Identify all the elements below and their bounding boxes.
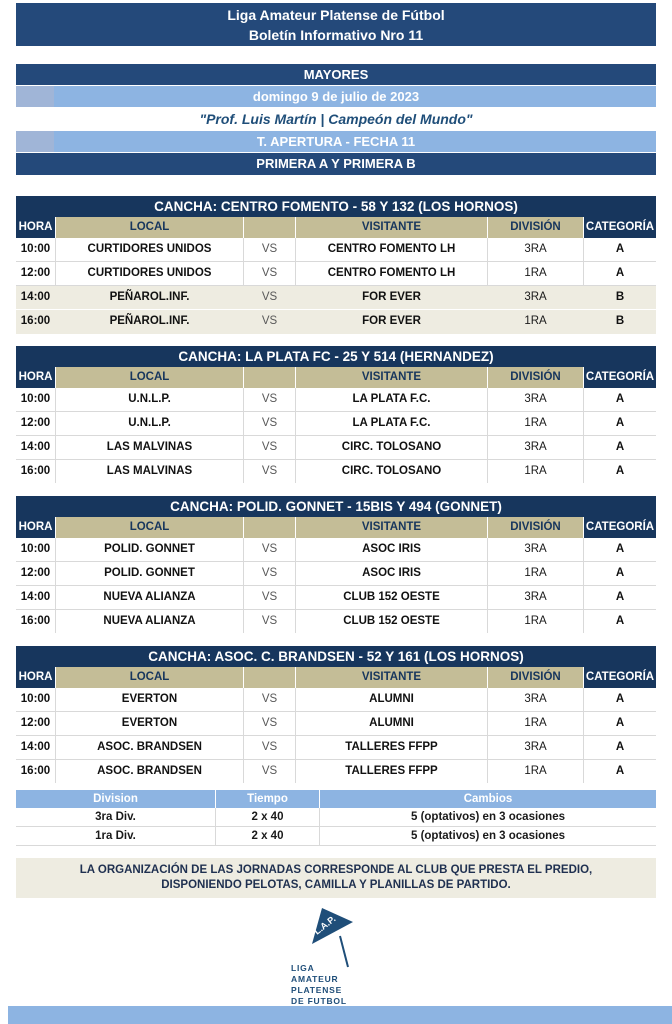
match-row xyxy=(16,712,656,736)
match-vs: VS xyxy=(244,238,296,261)
match-hora: 12:00 xyxy=(16,412,56,435)
wordmark-line: AMATEUR xyxy=(291,974,339,984)
date-band: domingo 9 de julio de 2023 xyxy=(16,86,656,107)
rules-col-division: Division xyxy=(16,790,216,808)
col-division: DIVISIÓN xyxy=(488,367,584,388)
venue-rows xyxy=(16,388,656,484)
match-division: 3RA xyxy=(524,291,547,303)
match-visitante: LA PLATA F.C. xyxy=(296,412,488,435)
match-visitante: CENTRO FOMENTO LH xyxy=(296,262,488,285)
match-row xyxy=(16,760,656,784)
match-local: U.N.L.P. xyxy=(56,388,244,411)
rules-cell-cambios: 5 (optativos) en 3 ocasiones xyxy=(410,811,565,823)
section-band-mayores: MAYORES xyxy=(16,64,656,85)
venue-header-row xyxy=(16,667,656,688)
flag-acronym: L.A.P. xyxy=(312,913,338,937)
rules-rows xyxy=(16,808,656,846)
venue-header-row xyxy=(16,367,656,388)
venue-rows xyxy=(16,538,656,634)
match-visitante: ASOC IRIS xyxy=(296,538,488,561)
rules-header-row xyxy=(16,790,656,808)
col-division: DIVISIÓN xyxy=(488,517,584,538)
col-hora: HORA xyxy=(16,367,56,388)
match-visitante: CIRC. TOLOSANO xyxy=(296,460,488,483)
match-local: NUEVA ALIANZA xyxy=(56,610,244,633)
match-categoria: A xyxy=(615,393,625,405)
match-hora: 14:00 xyxy=(16,586,56,609)
match-categoria: A xyxy=(615,417,625,429)
match-row xyxy=(16,238,656,262)
match-vs: VS xyxy=(244,712,296,735)
col-local: LOCAL xyxy=(56,517,244,538)
match-categoria: A xyxy=(615,765,625,777)
venue-title: CANCHA: POLID. GONNET - 15BIS Y 494 (GONNET) xyxy=(16,496,656,517)
league-logo xyxy=(0,905,672,1005)
match-vs: VS xyxy=(244,610,296,633)
match-hora: 14:00 xyxy=(16,736,56,759)
logo-wordmark xyxy=(291,963,347,1007)
match-vs: VS xyxy=(244,436,296,459)
match-visitante: CENTRO FOMENTO LH xyxy=(296,238,488,261)
rules-cell-division: 3ra Div. xyxy=(16,808,216,826)
col-local: LOCAL xyxy=(56,667,244,688)
col-visitante: VISITANTE xyxy=(296,667,488,688)
match-visitante: CLUB 152 OESTE xyxy=(296,610,488,633)
venues xyxy=(16,196,656,796)
venue-header-row xyxy=(16,217,656,238)
wordmark-line: LIGA xyxy=(291,963,315,973)
col-division: DIVISIÓN xyxy=(488,667,584,688)
match-row xyxy=(16,562,656,586)
venue-header-row xyxy=(16,517,656,538)
match-hora: 16:00 xyxy=(16,610,56,633)
round-band: T. APERTURA - FECHA 11 xyxy=(16,131,656,152)
match-row xyxy=(16,436,656,460)
match-local: POLID. GONNET xyxy=(56,538,244,561)
match-categoria: A xyxy=(615,591,625,603)
match-division: 1RA xyxy=(488,760,584,783)
match-categoria: A xyxy=(615,465,625,477)
match-division: 3RA xyxy=(488,736,584,759)
match-local: EVERTON xyxy=(56,712,244,735)
match-division: 3RA xyxy=(488,538,584,561)
match-row xyxy=(16,586,656,610)
match-division: 3RA xyxy=(488,238,584,261)
match-hora: 12:00 xyxy=(16,262,56,285)
rules-cell-tiempo: 2 x 40 xyxy=(216,808,320,826)
col-categoria: CATEGORÍA xyxy=(584,517,656,538)
match-division: 1RA xyxy=(488,712,584,735)
match-visitante: LA PLATA F.C. xyxy=(296,388,488,411)
match-categoria: B xyxy=(615,315,625,327)
match-local: ASOC. BRANDSEN xyxy=(56,736,244,759)
col-categoria: CATEGORÍA xyxy=(584,667,656,688)
match-vs: VS xyxy=(244,538,296,561)
match-vs: VS xyxy=(244,688,296,711)
venue-title: CANCHA: ASOC. C. BRANDSEN - 52 Y 161 (LOS HORNOS) xyxy=(16,646,656,667)
match-hora: 16:00 xyxy=(20,315,51,327)
match-visitante: CLUB 152 OESTE xyxy=(296,586,488,609)
venue-title: CANCHA: CENTRO FOMENTO - 58 Y 132 (LOS HORNOS) xyxy=(16,196,656,217)
match-local: ASOC. BRANDSEN xyxy=(56,760,244,783)
match-vs: VS xyxy=(244,460,296,483)
footer-band xyxy=(8,1006,672,1024)
match-categoria: A xyxy=(615,693,625,705)
rules-cell-cambios: 5 (optativos) en 3 ocasiones xyxy=(410,830,565,842)
organization-note xyxy=(16,858,656,898)
match-local: CURTIDORES UNIDOS xyxy=(56,262,244,285)
match-local: U.N.L.P. xyxy=(56,412,244,435)
match-vs: VS xyxy=(244,388,296,411)
col-categoria: CATEGORÍA xyxy=(584,367,656,388)
match-row xyxy=(16,286,656,310)
match-categoria: A xyxy=(615,441,625,453)
match-local: NUEVA ALIANZA xyxy=(56,586,244,609)
match-row xyxy=(16,460,656,484)
match-row xyxy=(16,538,656,562)
tribute-quote: "Prof. Luis Martín | Campeón del Mundo" xyxy=(199,111,473,127)
match-division: 1RA xyxy=(488,562,584,585)
col-vs xyxy=(244,367,296,388)
match-row xyxy=(16,262,656,286)
match-categoria: A xyxy=(615,717,625,729)
match-visitante: TALLERES FFPP xyxy=(296,736,488,759)
match-vs: VS xyxy=(244,562,296,585)
venue-table xyxy=(16,196,656,334)
col-vs xyxy=(244,667,296,688)
col-visitante: VISITANTE xyxy=(296,517,488,538)
rules-col-cambios: Cambios xyxy=(463,793,513,805)
match-categoria: A xyxy=(615,741,625,753)
col-categoria: CATEGORÍA xyxy=(584,217,656,238)
col-local: LOCAL xyxy=(56,367,244,388)
match-categoria: A xyxy=(615,267,625,279)
match-local: PEÑAROL.INF. xyxy=(109,315,190,327)
col-hora: HORA xyxy=(16,217,56,238)
match-categoria: A xyxy=(615,615,625,627)
match-division: 3RA xyxy=(488,586,584,609)
match-division: 1RA xyxy=(488,610,584,633)
league-title: Liga Amateur Platense de Fútbol xyxy=(227,6,445,23)
match-visitante: FOR EVER xyxy=(362,315,421,327)
match-visitante: ASOC IRIS xyxy=(296,562,488,585)
match-row xyxy=(16,688,656,712)
match-local: CURTIDORES UNIDOS xyxy=(56,238,244,261)
match-visitante: ALUMNI xyxy=(296,712,488,735)
match-local: LAS MALVINAS xyxy=(56,460,244,483)
col-vs xyxy=(244,217,296,238)
wordmark-line: DE FUTBOL xyxy=(291,996,347,1006)
match-vs: VS xyxy=(244,760,296,783)
col-vs xyxy=(244,517,296,538)
match-local: POLID. GONNET xyxy=(56,562,244,585)
venue-table xyxy=(16,496,656,634)
col-local: LOCAL xyxy=(56,217,244,238)
match-vs: VS xyxy=(244,262,296,285)
match-division: 1RA xyxy=(488,262,584,285)
match-categoria: B xyxy=(615,291,625,303)
match-visitante: ALUMNI xyxy=(296,688,488,711)
match-local: PEÑAROL.INF. xyxy=(109,291,190,303)
match-hora: 12:00 xyxy=(16,712,56,735)
bulletin-number: Boletín Informativo Nro 11 xyxy=(248,26,424,43)
note-line-1: LA ORGANIZACIÓN DE LAS JORNADAS CORRESPONDE AL CLUB QUE PRESTA EL PREDIO, xyxy=(79,864,593,876)
note-line-2: DISPONIENDO PELOTAS, CAMILLA Y PLANILLAS DE PARTIDO. xyxy=(161,879,511,891)
match-row xyxy=(16,412,656,436)
rules-col-tiempo: Tiempo xyxy=(216,790,320,808)
venue-rows xyxy=(16,238,656,334)
col-division: DIVISIÓN xyxy=(488,217,584,238)
match-hora: 16:00 xyxy=(16,760,56,783)
match-categoria: A xyxy=(615,243,625,255)
match-division: 3RA xyxy=(488,436,584,459)
match-visitante: FOR EVER xyxy=(362,291,421,303)
match-division: 1RA xyxy=(488,412,584,435)
match-row xyxy=(16,310,656,334)
match-hora: 10:00 xyxy=(16,538,56,561)
rules-cell-tiempo: 2 x 40 xyxy=(216,827,320,845)
match-vs: VS xyxy=(261,315,278,327)
rules-row xyxy=(16,808,656,827)
match-vs: VS xyxy=(244,586,296,609)
wordmark-line: PLATENSE xyxy=(291,985,343,995)
match-vs: VS xyxy=(261,291,278,303)
rules-row xyxy=(16,827,656,846)
match-local: EVERTON xyxy=(56,688,244,711)
venue-title: CANCHA: LA PLATA FC - 25 Y 514 (HERNANDEZ) xyxy=(16,346,656,367)
venue-table xyxy=(16,346,656,484)
match-visitante: CIRC. TOLOSANO xyxy=(296,436,488,459)
col-hora: HORA xyxy=(16,517,56,538)
match-hora: 14:00 xyxy=(20,291,51,303)
rules-table xyxy=(16,790,656,846)
match-vs: VS xyxy=(244,412,296,435)
venue-table xyxy=(16,646,656,784)
match-categoria: A xyxy=(615,567,625,579)
match-hora: 10:00 xyxy=(16,238,56,261)
match-hora: 10:00 xyxy=(16,688,56,711)
match-hora: 16:00 xyxy=(16,460,56,483)
col-visitante: VISITANTE xyxy=(296,217,488,238)
match-row xyxy=(16,610,656,634)
match-row xyxy=(16,736,656,760)
match-hora: 10:00 xyxy=(16,388,56,411)
match-division: 3RA xyxy=(488,388,584,411)
col-hora: HORA xyxy=(16,667,56,688)
match-division: 1RA xyxy=(524,315,547,327)
match-row xyxy=(16,388,656,412)
match-division: 3RA xyxy=(488,688,584,711)
match-vs: VS xyxy=(244,736,296,759)
col-visitante: VISITANTE xyxy=(296,367,488,388)
masthead xyxy=(16,3,656,46)
match-visitante: TALLERES FFPP xyxy=(296,760,488,783)
match-division: 1RA xyxy=(488,460,584,483)
rules-cell-division: 1ra Div. xyxy=(16,827,216,845)
match-categoria: A xyxy=(615,543,625,555)
match-local: LAS MALVINAS xyxy=(56,436,244,459)
venue-rows xyxy=(16,688,656,784)
match-hora: 12:00 xyxy=(16,562,56,585)
match-hora: 14:00 xyxy=(16,436,56,459)
divisions-band: PRIMERA A Y PRIMERA B xyxy=(16,153,656,175)
